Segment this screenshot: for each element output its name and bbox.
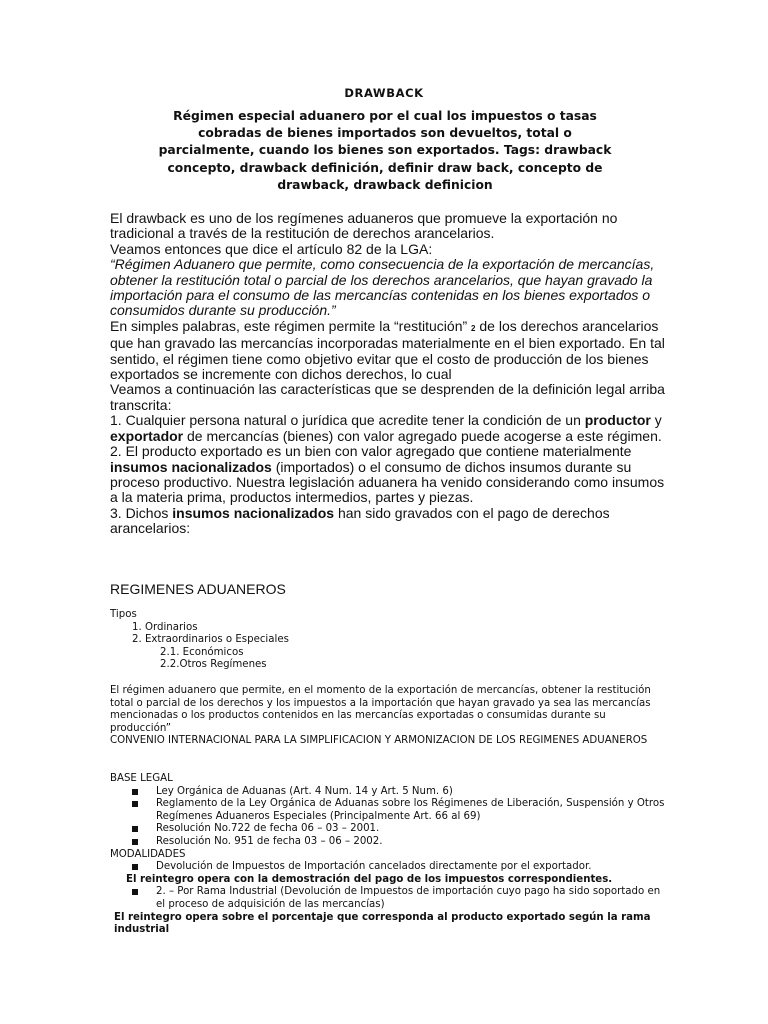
base-legal-item: Resolución No. 951 de fecha 03 – 06 – 2002. <box>110 836 670 849</box>
regimen-paragraph <box>110 685 670 748</box>
tipo-extraordinarios: 2. Extraordinarios o Especiales <box>132 634 289 646</box>
modalidad-note: El reintegro opera con la demostración del pago de los impuestos correspondientes. <box>126 873 613 885</box>
regimenes-heading: REGIMENES ADUANEROS <box>110 581 286 597</box>
intro-p3b: de los derechos arancelarios que han gravado las mercancías incorporadas materialmente en el bien exportado. En tal sentido, el régimen tiene como objetivo evitar que el costo de producción de los bienes exportados se incremente con dichos derechos, lo cual <box>110 317 665 383</box>
intro-p1: El drawback es uno de los regímenes aduaneros que promueve la exportación no tradicional a través de la restitución de derechos arancelarios. <box>110 210 618 242</box>
item1-exportador: exportador <box>110 427 184 444</box>
bullet-square-icon <box>132 864 138 870</box>
item2c: (importados) o el consumo de dichos insumos durante su proceso productivo. Nuestra legislación aduanera ha venido considerando como insumos a la materia prima, productos intermedios, partes y piezas. <box>110 458 665 506</box>
document-subtitle: Régimen especial aduanero por el cual los impuestos o tasas cobradas de bienes importados son devueltos, total o parcialmente, cuando los bienes son exportados. Tags: drawback concepto, drawback definición, definir draw back, concepto de drawback, drawback definicion <box>158 109 612 192</box>
base-legal-item: Ley Orgánica de Aduanas (Art. 4 Num. 14 y Art. 5 Num. 6) <box>110 786 670 799</box>
base-legal-section <box>110 773 670 937</box>
item2a: 2. El producto exportado es un bien con valor agregado que contiene materialmente <box>110 443 632 460</box>
intro-body <box>110 211 670 537</box>
intro-p4: Veamos a continuación las características que se desprenden de la definición legal arriba transcrita: <box>110 381 665 413</box>
modalidad-item: 2. – Por Rama Industrial (Devolución de Impuestos de importación cuyo pago ha sido soportado en el proceso de adquisición de las mercancías) <box>110 886 670 911</box>
modalidades-label: MODALIDADES <box>110 848 186 860</box>
article-quote: “Régimen Aduanero que permite, como consecuencia de la exportación de mercancías, obtener la restitución total o parcial de los derechos arancelarios, que hayan gravado la importación para el consumo de las mercancías contenidas en los bienes exportados o consumidos durante su producción.” <box>110 256 655 319</box>
convenio-line: CONVENIO INTERNACIONAL PARA LA SIMPLIFICACION Y ARMONIZACION DE LOS REGIMENES ADUANEROS <box>110 735 648 747</box>
item3-insumos: insumos nacionalizados <box>172 504 335 521</box>
item1c: de mercancías (bienes) con valor agregado puede acogerse a este régimen. <box>183 427 662 444</box>
item3a: 3. Dichos <box>110 504 173 521</box>
item2-insumos: insumos nacionalizados <box>110 458 272 475</box>
tipo-economicos: 2.1. Económicos <box>160 646 244 658</box>
base-legal-label: BASE LEGAL <box>110 773 173 784</box>
bullet-square-icon <box>132 789 138 795</box>
base-legal-item: Resolución No.722 de fecha 06 – 03 – 2001. <box>110 823 670 836</box>
regimen-definition: El régimen aduanero que permite, en el momento de la exportación de mercancías, obtener la restitución total o parcial de los derechos y los impuestos a la importación que hayan gravado ya sea las mercancías mencionadas o los productos contenidos en las mercancías exportadas o consumidas durante su producción” <box>110 685 651 734</box>
item3c: han sido gravados con el pago de derechos arancelarios: <box>110 504 610 537</box>
tipos-list <box>110 609 289 672</box>
bullet-square-icon <box>132 801 138 807</box>
item1-y: y <box>650 412 662 429</box>
bullet-square-icon <box>132 826 138 832</box>
intro-p3a: En simples palabras, este régimen permite la “restitución” <box>110 317 472 334</box>
bullet-square-icon <box>132 889 138 895</box>
tipos-label: Tipos <box>110 609 137 620</box>
bullet-square-icon <box>132 839 138 845</box>
item1a: 1. Cualquier persona natural o jurídica que acredite tener la condición de un <box>110 412 585 429</box>
tipo-ordinarios: 1. Ordinarios <box>132 621 198 633</box>
base-legal-item: Reglamento de la Ley Orgánica de Aduanas sobre los Régimenes de Liberación, Suspensión y Otros Regímenes Aduaneros Especiales (Principalmente Art. 66 al 69) <box>110 798 670 823</box>
item1-productor: productor <box>584 412 651 429</box>
modalidad-item: Devolución de Impuestos de Importación cancelados directamente por el exportador. <box>110 861 670 874</box>
intro-p2: Veamos entonces que dice el artículo 82 de la LGA: <box>110 240 433 257</box>
footnote-mark: 2 <box>471 323 476 333</box>
document-title: DRAWBACK <box>344 86 424 100</box>
modalidad-note: El reintegro opera sobre el porcentaje que corresponda al producto exportado según la rama industrial <box>114 911 651 936</box>
tipo-otros: 2.2.Otros Regímenes <box>160 659 267 671</box>
